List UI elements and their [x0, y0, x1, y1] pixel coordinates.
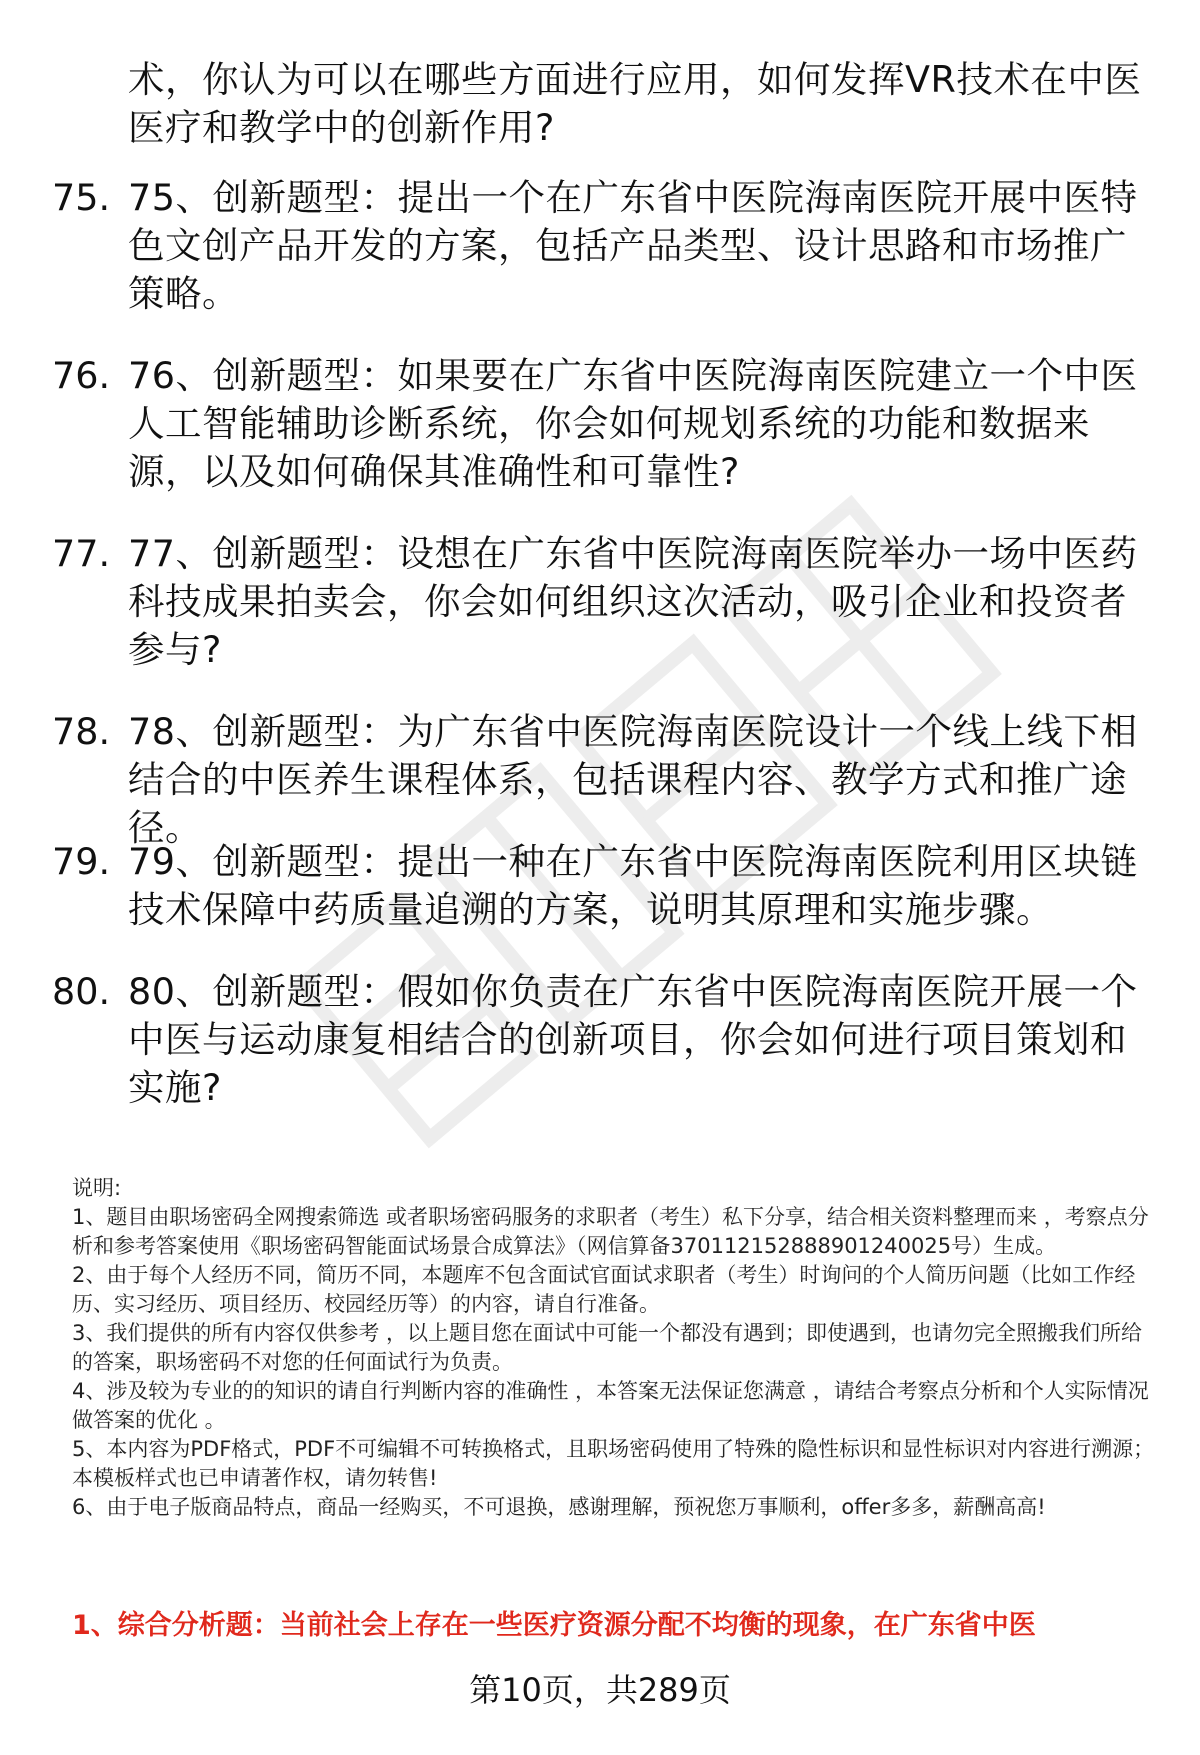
question-text: 77、创新题型：设想在广东省中医院海南医院举办一场中医药科技成果拍卖会，你会如何组织这次活动，吸引企业和投资者参与? — [128, 532, 1138, 671]
note-item-3: 3、我们提供的所有内容仅供参考 ，以上题目您在面试中可能一个都没有遇到；即使遇到，也请勿完全照搬我们所给的答案，职场密码不对您的任何面试行为负责。 — [72, 1321, 1143, 1374]
question-number: 79. — [52, 840, 111, 883]
question-number: 80. — [52, 970, 111, 1013]
page-footer: 第10页，共289页 — [469, 1671, 731, 1709]
note-item-2: 2、由于每个人经历不同，简历不同，本题库不包含面试官面试求职者（考生）时询问的个人简历问题（比如工作经历、实习经历、项目经历、校园经历等）的内容，请自行准备。 — [72, 1263, 1136, 1316]
question-number: 77. — [52, 532, 111, 575]
question-text: 78、创新题型：为广东省中医院海南医院设计一个线上线下相结合的中医养生课程体系，包括课程内容、教学方式和推广途径。 — [128, 710, 1138, 849]
notes-title: 说明: — [72, 1176, 122, 1200]
question-number: 78. — [52, 710, 111, 753]
question-text: 76、创新题型：如果要在广东省中医院海南医院建立一个中医人工智能辅助诊断系统，你会如何规划系统的功能和数据来源，以及如何确保其准确性和可靠性? — [128, 354, 1138, 493]
question-number: 76. — [52, 354, 111, 397]
question-text: 80、创新题型：假如你负责在广东省中医院海南医院开展一个中医与运动康复相结合的创新项目，你会如何进行项目策划和实施? — [128, 970, 1138, 1109]
note-item-4: 4、涉及较为专业的的知识的请自行判断内容的准确性 ，本答案无法保证您满意 ，请结合考察点分析和个人实际情况做答案的优化 。 — [72, 1379, 1149, 1432]
note-item-6: 6、由于电子版商品特点，商品一经购买，不可退换，感谢理解，预祝您万事顺利，offer多多，薪酬高高! — [72, 1495, 1046, 1519]
continued-question-text: 术，你认为可以在哪些方面进行应用，如何发挥VR技术在中医医疗和教学中的创新作用? — [128, 58, 1142, 149]
question-text: 75、创新题型：提出一个在广东省中医院海南医院开展中医特色文创产品开发的方案，包括产品类型、设计思路和市场推广策略。 — [128, 176, 1138, 315]
question-number: 75. — [52, 176, 111, 219]
next-section-heading: 1、综合分析题：当前社会上存在一些医疗资源分配不均衡的现象，在广东省中医 — [72, 1610, 1036, 1641]
note-item-5: 5、本内容为PDF格式，PDF不可编辑不可转换格式，且职场密码使用了特殊的隐性标识和显性标识对内容进行溯源；本模板样式也已申请著作权，请勿转售! — [72, 1437, 1155, 1490]
note-item-1: 1、题目由职场密码全网搜索筛选 或者职场密码服务的求职者（考生）私下分享，结合相关资料整理而来 ，考察点分析和参考答案使用《职场密码智能面试场景合成算法》（网信算备370112152888901240025号）生成。 — [72, 1205, 1149, 1258]
notes-section — [72, 1174, 1162, 1522]
question-text: 79、创新题型：提出一种在广东省中医院海南医院利用区块链技术保障中药质量追溯的方案，说明其原理和实施步骤。 — [128, 840, 1138, 931]
